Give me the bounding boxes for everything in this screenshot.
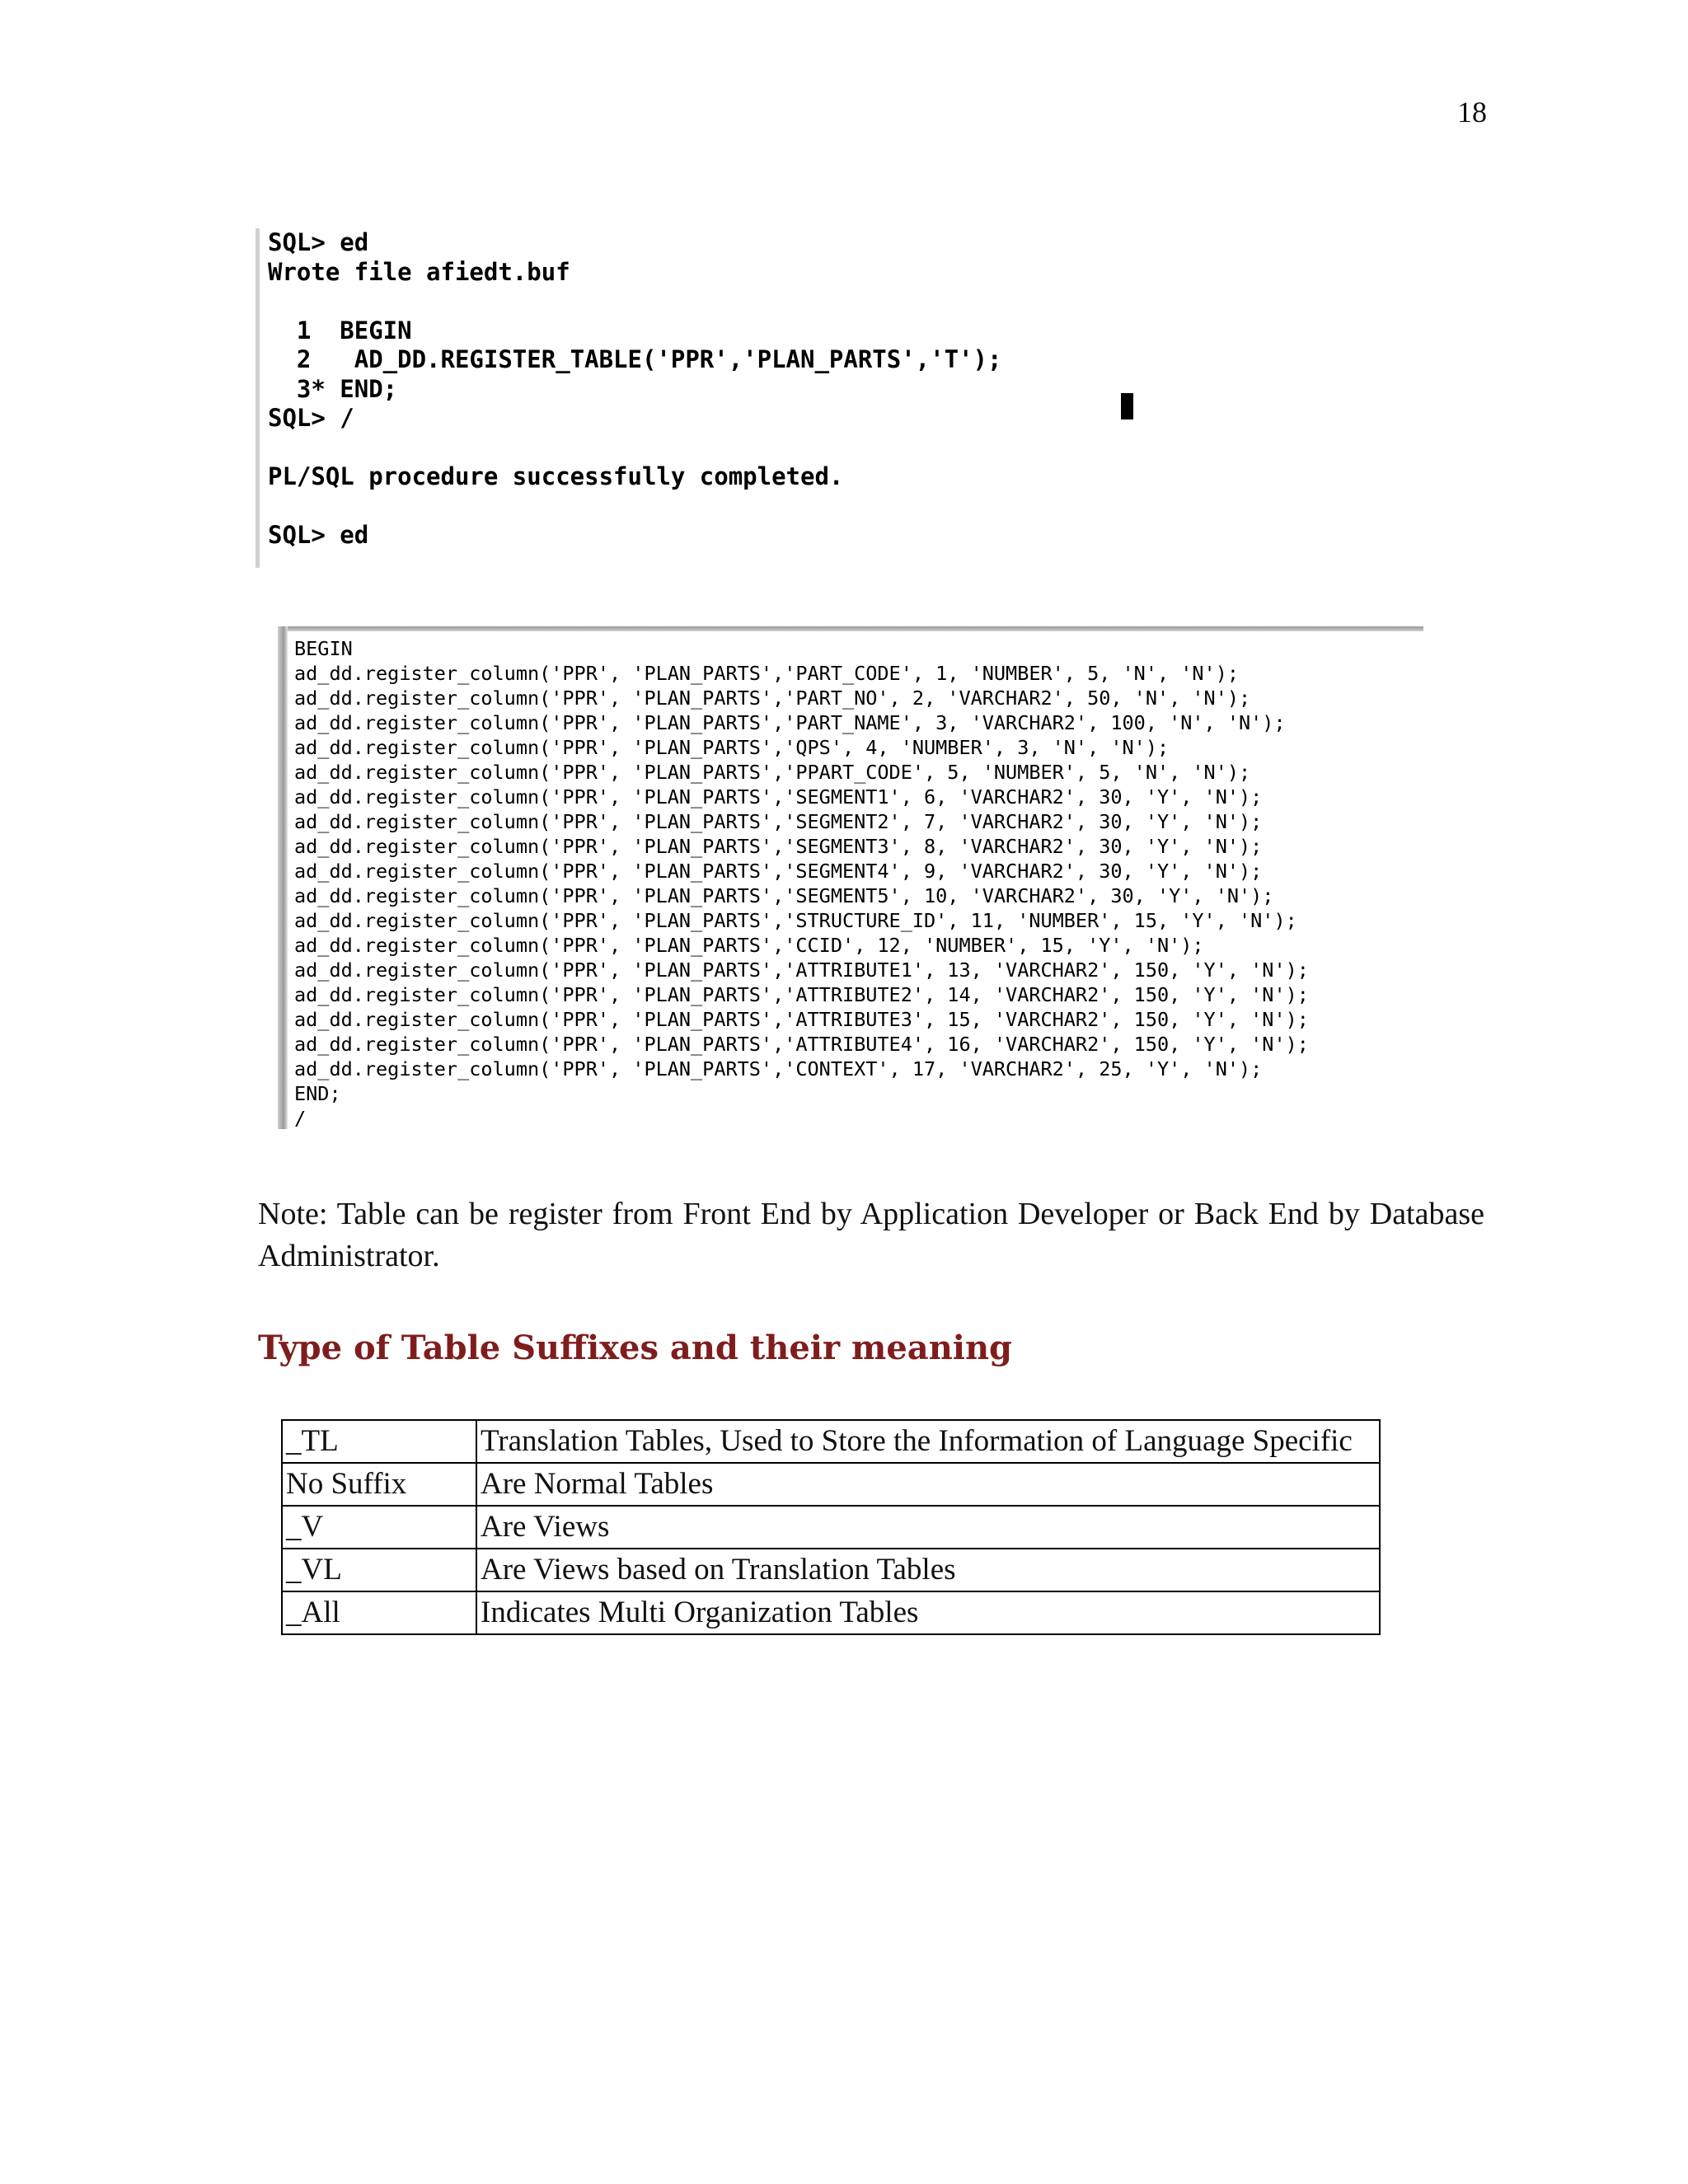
editor-code-line: ad_dd.register_column('PPR', 'PLAN_PARTS','CCID', 12, 'NUMBER', 15, 'Y', 'N'); (294, 934, 1204, 957)
editor-code-line: ad_dd.register_column('PPR', 'PLAN_PARTS','PPART_CODE', 5, 'NUMBER', 5, 'N', 'N'); (294, 761, 1251, 784)
suffix-cell: _V (282, 1506, 476, 1549)
table-row (282, 1591, 1380, 1634)
editor-code-line: ad_dd.register_column('PPR', 'PLAN_PARTS','STRUCTURE_ID', 11, 'NUMBER', 15, 'Y', 'N'); (294, 909, 1297, 932)
meaning-cell: Are Views based on Translation Tables (476, 1549, 1380, 1591)
terminal-line: SQL> / (268, 404, 354, 432)
editor-code-line: ad_dd.register_column('PPR', 'PLAN_PARTS','PART_NO', 2, 'VARCHAR2', 50, 'N', 'N'); (294, 687, 1251, 710)
meaning-cell: Indicates Multi Organization Tables (476, 1591, 1380, 1634)
suffix-table (281, 1419, 1381, 1635)
editor-code-line: ad_dd.register_column('PPR', 'PLAN_PARTS','SEGMENT2', 7, 'VARCHAR2', 30, 'Y', 'N'); (294, 810, 1263, 833)
editor-code-line: ad_dd.register_column('PPR', 'PLAN_PARTS','CONTEXT', 17, 'VARCHAR2', 25, 'Y', 'N'); (294, 1057, 1263, 1080)
editor-code-line: ad_dd.register_column('PPR', 'PLAN_PARTS','PART_CODE', 1, 'NUMBER', 5, 'N', 'N'); (294, 662, 1240, 685)
terminal-line (268, 492, 1162, 522)
table-row (282, 1506, 1380, 1549)
suffix-cell: _All (282, 1591, 476, 1634)
editor-left-border (278, 626, 288, 1129)
editor-code-line: ad_dd.register_column('PPR', 'PLAN_PARTS','SEGMENT3', 8, 'VARCHAR2', 30, 'Y', 'N'); (294, 835, 1263, 858)
terminal-line: 2 AD_DD.REGISTER_TABLE('PPR','PLAN_PARTS','T'); (268, 345, 1002, 373)
editor-code-line: ad_dd.register_column('PPR', 'PLAN_PARTS','SEGMENT4', 9, 'VARCHAR2', 30, 'Y', 'N'); (294, 860, 1263, 883)
terminal-line: 3* END; (268, 374, 398, 403)
note-paragraph: Note: Table can be register from Front End by Application Developer or Back End by Database Administrator. (258, 1197, 1484, 1273)
editor-code-line: ad_dd.register_column('PPR', 'PLAN_PARTS','ATTRIBUTE1', 13, 'VARCHAR2', 150, 'Y', 'N'); (294, 958, 1309, 982)
editor-code-line: ad_dd.register_column('PPR', 'PLAN_PARTS','PART_NAME', 3, 'VARCHAR2', 100, 'N', 'N'); (294, 711, 1286, 734)
meaning-cell: Are Views (476, 1506, 1380, 1549)
terminal-line: SQL> ed (268, 228, 369, 256)
editor-code-line: ad_dd.register_column('PPR', 'PLAN_PARTS','SEGMENT5', 10, 'VARCHAR2', 30, 'Y', 'N'); (294, 884, 1274, 907)
editor-code-line: BEGIN (294, 637, 353, 660)
terminal-line: 1 BEGIN (268, 316, 412, 344)
terminal-line (268, 287, 1162, 316)
editor-code-line: ad_dd.register_column('PPR', 'PLAN_PARTS','QPS', 4, 'NUMBER', 3, 'N', 'N'); (294, 736, 1170, 759)
terminal-line: PL/SQL procedure successfully completed. (268, 462, 844, 490)
terminal-cursor (1121, 393, 1133, 419)
editor-code-line: / (294, 1107, 307, 1130)
section-heading: Type of Table Suffixes and their meaning (258, 1329, 1013, 1367)
editor-code-line: ad_dd.register_column('PPR', 'PLAN_PARTS','SEGMENT1', 6, 'VARCHAR2', 30, 'Y', 'N'); (294, 785, 1263, 808)
table-row (282, 1420, 1380, 1463)
table-row (282, 1463, 1380, 1506)
editor-code-body (294, 636, 1423, 1131)
table-row (282, 1549, 1380, 1591)
editor-top-border (288, 626, 1423, 631)
editor-code-line: END; (294, 1082, 341, 1105)
meaning-cell: Translation Tables, Used to Store the Information of Language Specific (476, 1420, 1380, 1463)
editor-code-line: ad_dd.register_column('PPR', 'PLAN_PARTS','ATTRIBUTE3', 15, 'VARCHAR2', 150, 'Y', 'N'); (294, 1008, 1309, 1031)
suffix-cell: _VL (282, 1549, 476, 1591)
editor-code-line: ad_dd.register_column('PPR', 'PLAN_PARTS','ATTRIBUTE2', 14, 'VARCHAR2', 150, 'Y', 'N'); (294, 983, 1309, 1006)
terminal-line: SQL> ed (268, 521, 369, 549)
editor-code-line: ad_dd.register_column('PPR', 'PLAN_PARTS','ATTRIBUTE4', 16, 'VARCHAR2', 150, 'Y', 'N'); (294, 1033, 1309, 1056)
suffix-cell: No Suffix (282, 1463, 476, 1506)
terminal-line (268, 434, 1162, 463)
meaning-cell: Are Normal Tables (476, 1463, 1380, 1506)
sql-editor-screenshot (278, 626, 1423, 1129)
terminal-line: Wrote file afiedt.buf (268, 257, 570, 286)
page-number: 18 (1457, 96, 1487, 129)
suffix-cell: _TL (282, 1420, 476, 1463)
sqlplus-terminal-screenshot (256, 228, 1162, 568)
